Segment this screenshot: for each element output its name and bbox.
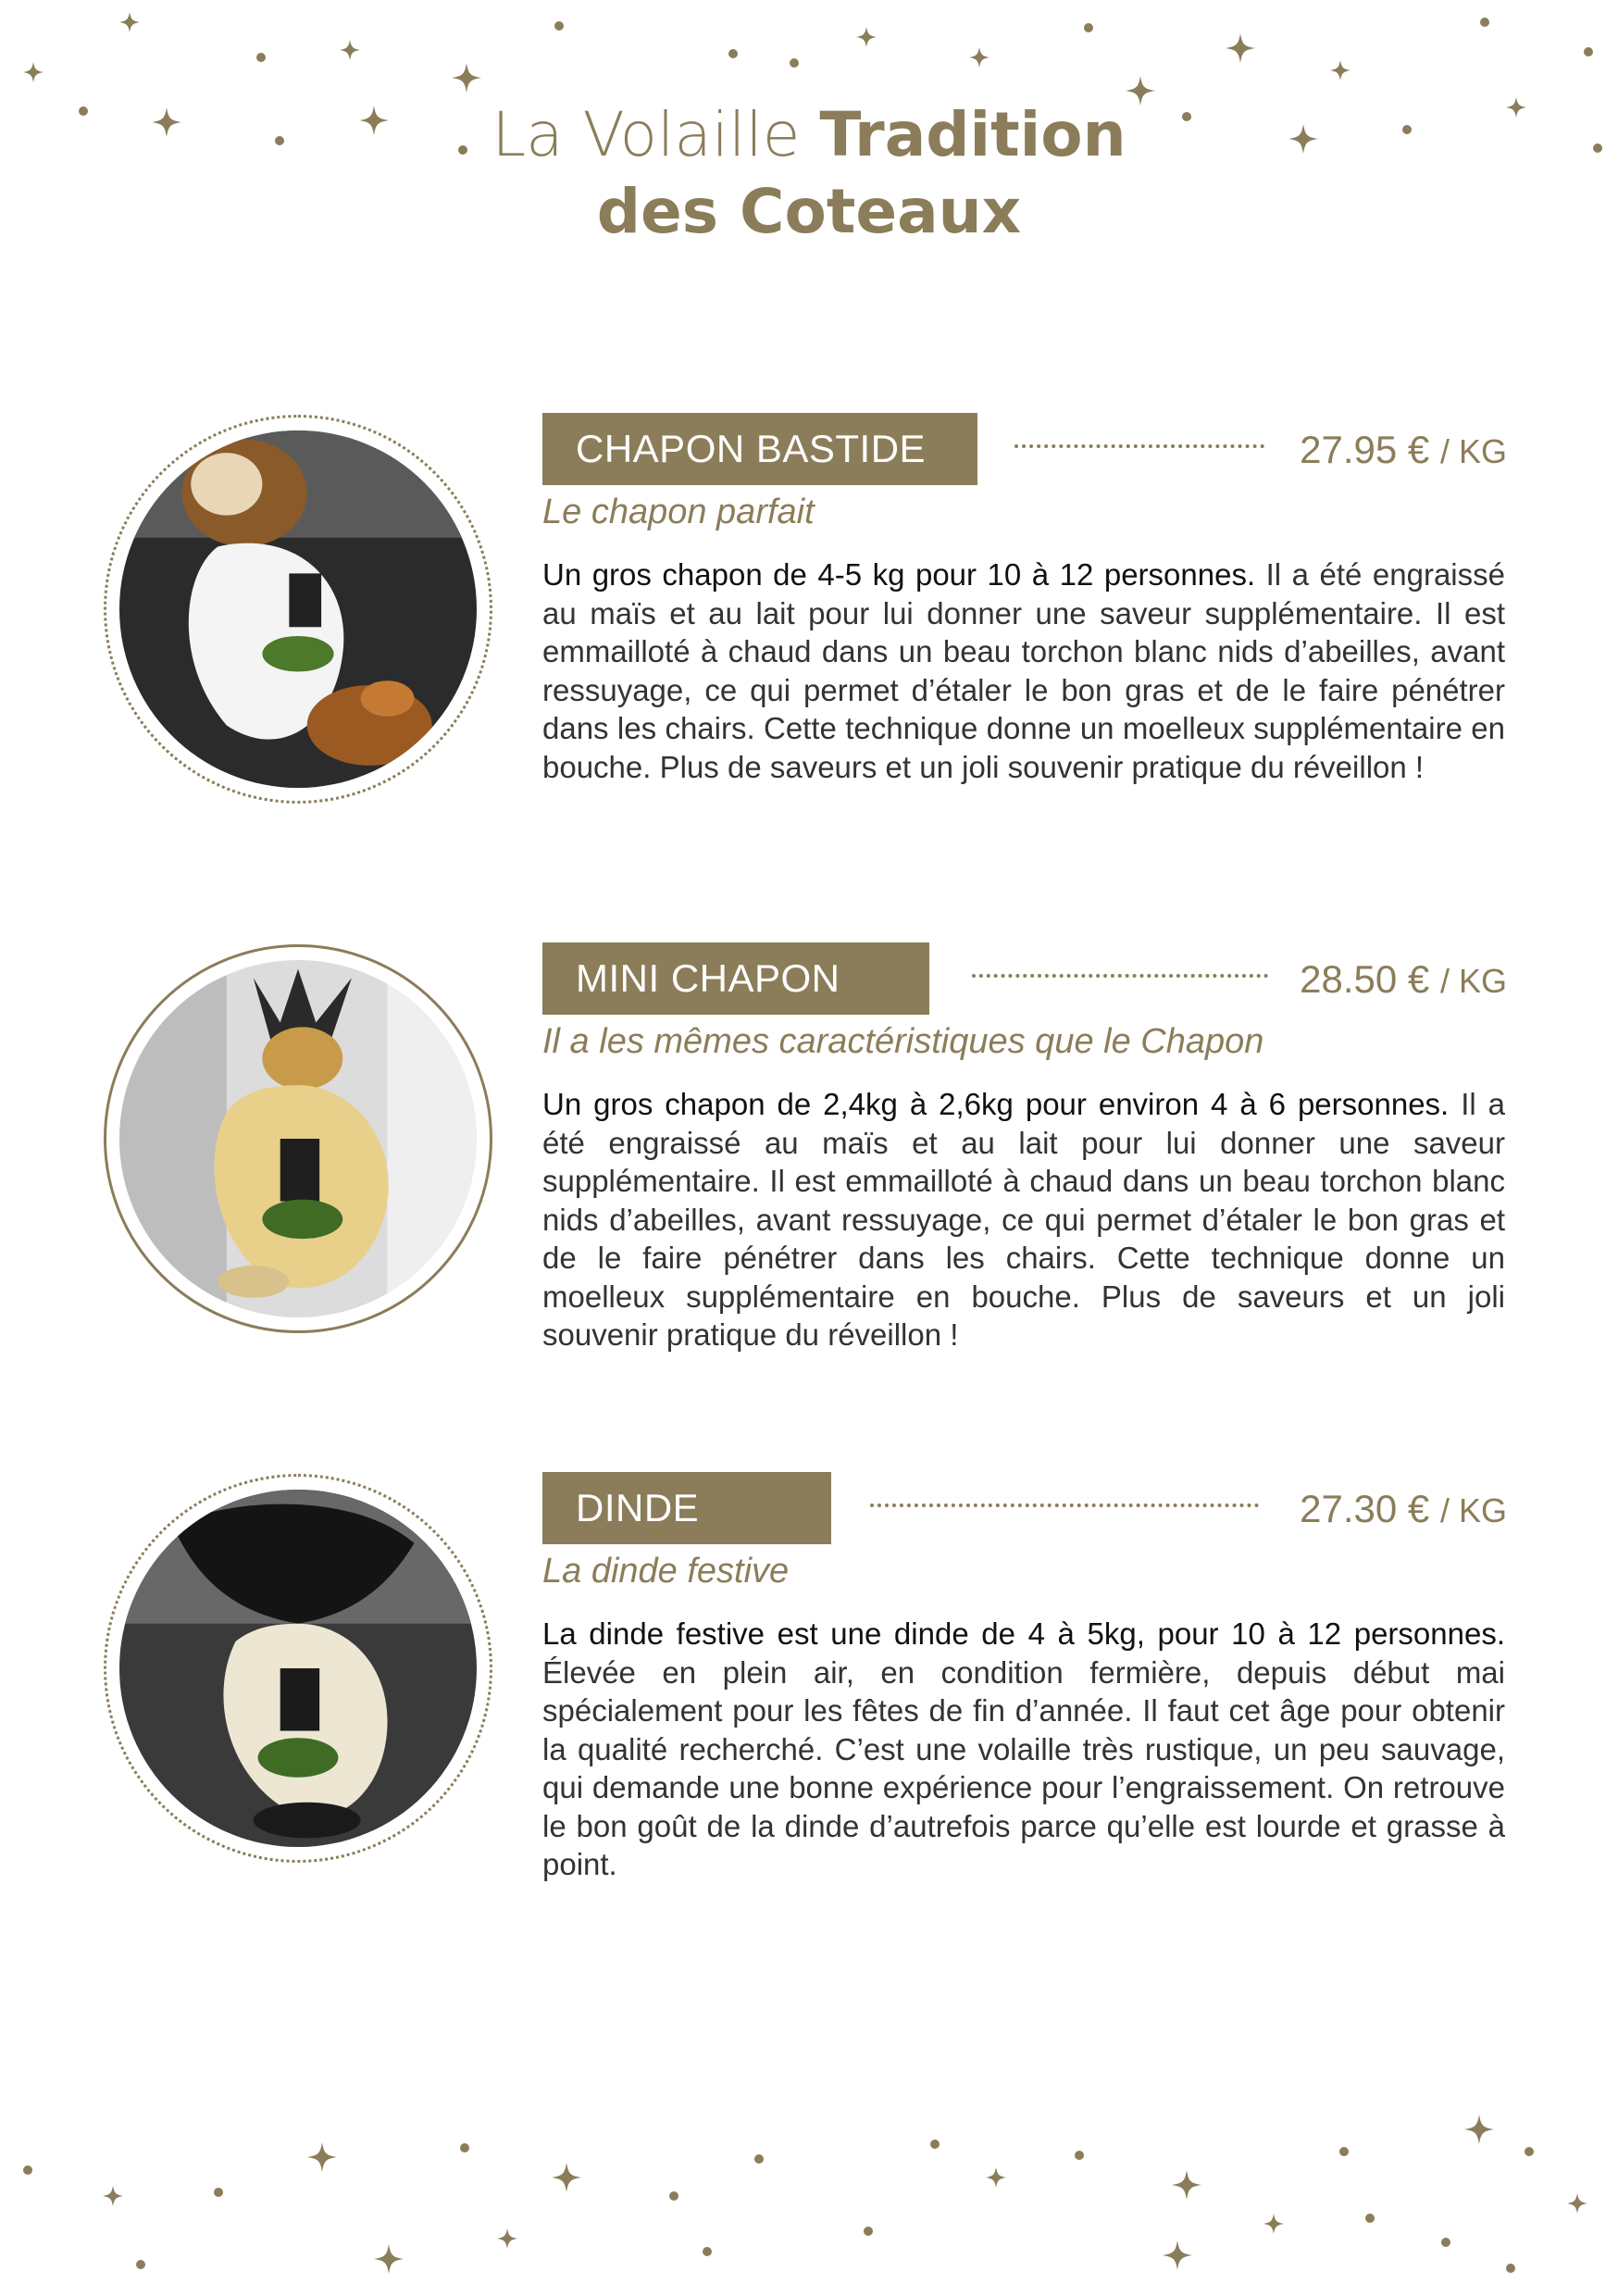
product-price (1300, 420, 1507, 480)
product-price (1300, 950, 1507, 1009)
page-title (439, 97, 1179, 250)
dotted-leader (870, 1500, 1259, 1507)
sparkle-icon (0, 2092, 1618, 2277)
product-card (0, 407, 1618, 870)
product-photo-frame (104, 944, 492, 1333)
product-name-badge: MINI CHAPON (542, 942, 929, 1015)
dotted-leader (972, 970, 1268, 978)
product-name-badge: DINDE (542, 1472, 831, 1544)
product-description (542, 1085, 1505, 1354)
price-value: 28.50 € (1300, 957, 1430, 1001)
price-unit: / KG (1439, 432, 1507, 470)
product-photo-capon (119, 430, 477, 788)
product-photo-frame (104, 415, 492, 804)
stars-decoration-bottom (0, 2092, 1618, 2277)
description-body: Il a été engraissé au maïs et au lait pour lui donner une saveur supplémentaire. Il est emmailloté à chaud dans un beau torchon blanc nids d’abeilles, avant ressuyage, ce qui permet d’étaler le bon gras et de le faire pénétrer dans les chairs. Cette technique donne un moelleux supplémentaire en bouche. Plus de saveurs et un joli souvenir pratique du réveillon ! (542, 1087, 1506, 1352)
product-tagline: La dinde festive (542, 1552, 790, 1591)
product-photo-frame (104, 1474, 492, 1863)
title-light: La Volaille (492, 99, 801, 170)
product-price (1300, 1479, 1507, 1539)
price-unit: / KG (1439, 1491, 1507, 1529)
description-lead: Un gros chapon de 4-5 kg pour 10 à 12 personnes. (542, 557, 1256, 592)
title-line-2: des Coteaux (596, 175, 1022, 247)
product-photo-mini-capon (119, 960, 477, 1317)
price-value: 27.95 € (1300, 428, 1430, 471)
title-bold: Tradition (819, 99, 1126, 170)
price-unit: / KG (1439, 962, 1507, 1000)
product-description (542, 1615, 1505, 1884)
product-name-badge: CHAPON BASTIDE (542, 413, 977, 485)
product-photo-turkey (119, 1490, 477, 1847)
product-description (542, 555, 1505, 786)
description-lead: La dinde festive est une dinde de 4 à 5kg, pour 10 à 12 personnes. (542, 1616, 1505, 1651)
price-value: 27.30 € (1300, 1487, 1430, 1530)
product-tagline: Le chapon parfait (542, 493, 815, 531)
description-lead: Un gros chapon de 2,4kg à 2,6kg pour environ 4 à 6 personnes. (542, 1087, 1450, 1121)
product-tagline: Il a les mêmes caractéristiques que le Chapon (542, 1022, 1264, 1061)
description-body: Élevée en plein air, en condition fermière, depuis début mai spécialement pour les fêtes de fin d’année. Il faut cet âge pour obtenir la qualité recherché. C’est une volaille très rustique, un peu sauvage, qui demande une bonne expérience pour l’engraissement. On retrouve le bon goût de la dinde d’autrefois parce qu’elle est lourde et grasse à point. (542, 1654, 1505, 1881)
product-card (0, 937, 1618, 1400)
dotted-leader (1014, 441, 1264, 448)
product-card (0, 1466, 1618, 1929)
description-body: Il a été engraissé au maïs et au lait pour lui donner une saveur supplémentaire. Il est emmailloté à chaud dans un beau torchon blanc nids d’abeilles, avant ressuyage, ce qui permet d’étaler le bon gras et de le faire pénétrer dans les chairs. Cette technique donne un moelleux supplémentaire en bouche. Plus de saveurs et un joli souvenir pratique du réveillon ! (542, 557, 1505, 784)
